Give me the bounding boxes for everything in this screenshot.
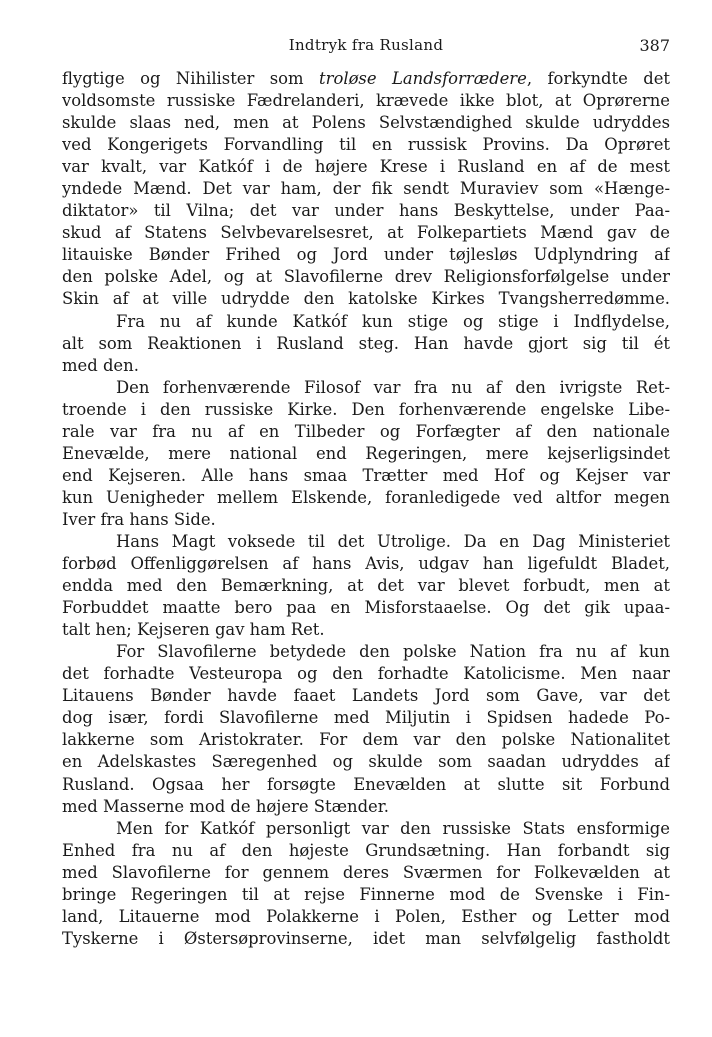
text-line: voldsomste russiske Fædrelanderi, krævede ikke blot, at Oprørerne	[62, 91, 670, 111]
text-line: alt som Reaktionen i Rusland steg. Han havde gjort sig til ét	[62, 333, 670, 353]
running-head	[62, 36, 670, 58]
text-line: ved Kongerigets Forvandling til en russisk Provins. Da Oprøret	[62, 135, 670, 155]
text-line: med Masserne mod de højere Stænder.	[62, 796, 390, 816]
text-line: For Slavofilerne betydede den polske Nation fra nu af kun	[116, 642, 670, 662]
text-line: Fra nu af kunde Katkóf kun stige og stige i Indflydelse,	[116, 311, 670, 331]
text-line: med Slavofilerne for gennem deres Sværmen for Folkevælden at	[62, 862, 670, 882]
italic-phrase: troløse Landsforrædere	[319, 69, 527, 88]
text-line: Men for Katkóf personligt var den russiske Stats ensformige	[116, 818, 670, 838]
text-line: Forbuddet maatte bero paa en Misforstaaelse. Og det gik upaa-	[62, 598, 670, 618]
text-line: lakkerne som Aristokrater. For dem var den polske Nationalitet	[62, 730, 670, 750]
text-line: kun Uenigheder mellem Elskende, foranledigede ved altfor megen	[62, 487, 670, 507]
text-line: en Adelskastes Særegenhed og skulde som saadan udryddes af	[62, 752, 670, 772]
running-title: Indtryk fra Rusland	[288, 36, 444, 54]
text-line: den polske Adel, og at Slavofilerne drev Religionsforfølgelse under	[62, 267, 670, 287]
text-line-segment: , forkyndte det	[526, 69, 670, 88]
text-line: skud af Statens Selvbevarelsesret, at Folkepartiets Mænd gav de	[62, 223, 670, 243]
text-line: Enhed fra nu af den højeste Grundsætning. Han forbandt sig	[62, 840, 670, 860]
text-line: dog især, fordi Slavofilerne med Miljutin i Spidsen hadede Po-	[62, 708, 670, 728]
text-line: litauiske Bønder Frihed og Jord under tøjlesløs Udplyndring af	[62, 245, 670, 265]
text-line: det forhadte Vesteuropa og den forhadte Katolicisme. Men naar	[62, 664, 670, 684]
text-line: Tyskerne i Østersøprovinserne, idet man selvfølgelig fastholdt	[62, 928, 670, 948]
text-line: Enevælde, mere national end Regeringen, mere kejserligsindet	[62, 443, 670, 463]
text-line: bringe Regeringen til at rejse Finnerne mod de Svenske i Fin-	[62, 884, 670, 904]
text-line: Hans Magt voksede til det Utrolige. Da en Dag Ministeriet	[116, 531, 670, 551]
body-text	[62, 68, 670, 950]
text-line: skulde slaas ned, men at Polens Selvstændighed skulde udryddes	[62, 113, 670, 133]
text-line: land, Litauerne mod Polakkerne i Polen, Esther og Letter mod	[62, 906, 670, 926]
text-line: Litauens Bønder havde faaet Landets Jord som Gave, var det	[62, 686, 670, 706]
text-line-segment: flygtige og Nihilister som	[62, 69, 320, 88]
text-line	[62, 68, 670, 90]
text-line: talt hen; Kejseren gav ham Ret.	[62, 620, 325, 640]
text-line: rale var fra nu af en Tilbeder og Forfægter af den nationale	[62, 421, 670, 441]
text-line: Rusland. Ogsaa her forsøgte Enevælden at slutte sit Forbund	[62, 774, 670, 794]
text-line: yndede Mænd. Det var ham, der fik sendt Muraviev som «Hænge-	[62, 179, 670, 199]
text-line: diktator» til Vilna; det var under hans Beskyttelse, under Paa-	[62, 201, 670, 221]
text-line: troende i den russiske Kirke. Den forhenværende engelske Libe-	[62, 399, 670, 419]
text-line: forbød Offenliggørelsen af hans Avis, udgav han ligefuldt Bladet,	[62, 554, 670, 574]
text-line: med den.	[62, 355, 139, 375]
text-line: end Kejseren. Alle hans smaa Trætter med Hof og Kejser var	[62, 465, 670, 485]
text-line: Den forhenværende Filosof var fra nu af den ivrigste Ret-	[116, 377, 670, 397]
text-line: var kvalt, var Katkóf i de højere Krese i Rusland en af de mest	[62, 157, 670, 177]
text-line: Skin af at ville udrydde den katolske Kirkes Tvangsherredømme.	[62, 289, 670, 309]
text-line: Iver fra hans Side.	[62, 509, 216, 529]
page-number: 387	[639, 36, 670, 55]
text-line: endda med den Bemærkning, at det var blevet forbudt, men at	[62, 576, 670, 596]
